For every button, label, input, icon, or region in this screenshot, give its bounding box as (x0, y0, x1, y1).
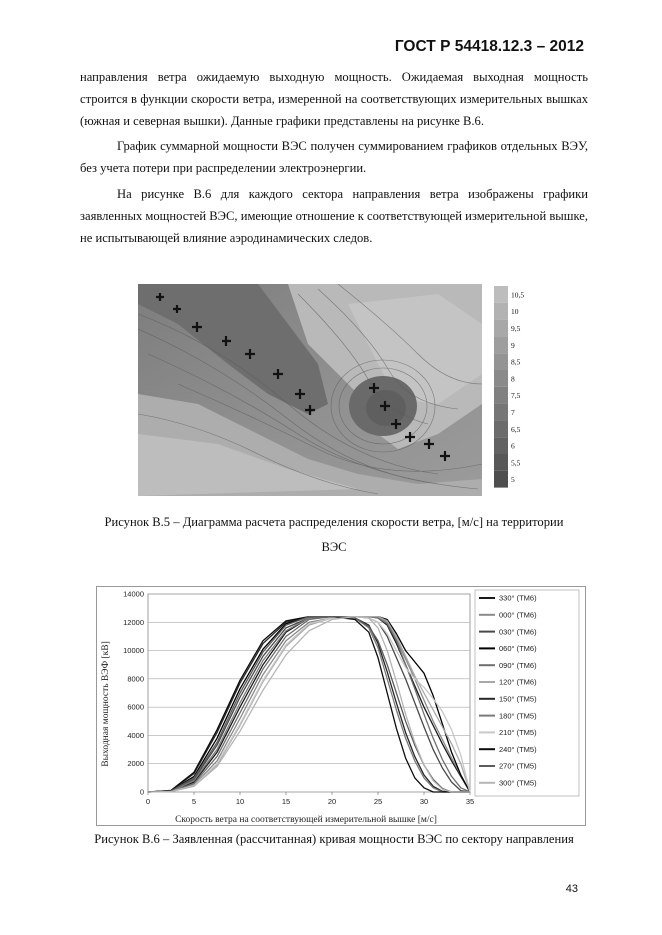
x-tick-label: 35 (465, 797, 475, 806)
scale-swatch (494, 370, 508, 387)
scale-swatch (494, 286, 508, 303)
scale-label: 7,5 (511, 391, 521, 401)
scale-swatch (494, 404, 508, 421)
legend-label: 120° (ТМ6) (499, 677, 537, 687)
y-tick-label: 0 (139, 787, 144, 797)
scale-label: 5 (511, 475, 515, 485)
y-tick-label: 6000 (127, 702, 144, 712)
scale-swatch (494, 420, 508, 437)
contour-map (138, 284, 482, 496)
paragraph-3: На рисунке В.6 для каждого сектора направления ветра изображены графики заявленных мощностей ВЭС, имеющие отношение к соответствующей измерительной вышке, не испытывающей влияние аэродинамических следов. (80, 187, 588, 245)
x-tick-label: 5 (191, 797, 197, 806)
legend-label: 180° (ТМ5) (499, 711, 537, 721)
y-axis-label: Выходная мощность ВЭФ [кВ] (101, 641, 111, 767)
legend-label: 210° (ТМ5) (499, 728, 537, 738)
scale-label: 6,5 (511, 424, 521, 434)
legend-label: 090° (ТМ6) (499, 660, 537, 670)
x-axis-label: Скорость ветра на соответствующей измерительной вышке [м/с] (175, 815, 437, 825)
x-tick-label: 30 (419, 797, 429, 806)
scale-swatch (494, 387, 508, 404)
scale-swatch (494, 336, 508, 353)
figure-5-caption-line-2: ВЭС (321, 540, 347, 554)
y-tick-label: 4000 (127, 730, 144, 740)
legend-label: 030° (ТМ6) (499, 627, 537, 637)
y-tick-label: 2000 (127, 759, 144, 769)
scale-swatch (494, 437, 508, 454)
scale-swatch (494, 320, 508, 337)
figure-6-caption: Рисунок В.6 – Заявленная (рассчитанная) кривая мощности ВЭС по сектору направления (94, 832, 574, 846)
scale-label: 9 (511, 340, 515, 350)
scale-label: 9,5 (511, 324, 521, 333)
legend-label: 270° (ТМ5) (499, 761, 537, 771)
legend-label: 300° (ТМ5) (499, 778, 537, 788)
legend-label: 150° (ТМ5) (499, 694, 537, 704)
scale-label: 5,5 (511, 458, 521, 468)
y-tick-label: 12000 (123, 617, 144, 627)
x-tick-label: 0 (145, 797, 151, 806)
scale-label: 8 (511, 374, 515, 384)
x-tick-label: 20 (327, 797, 337, 806)
scale-label: 7 (511, 408, 515, 417)
y-tick-label: 14000 (123, 589, 144, 599)
page-number: 43 (565, 883, 578, 895)
paragraph-1: направления ветра ожидаемую выходную мощность. Ожидаемая выходная мощность строится в функции скорости ветра, измеренной на соответствующих измерительных вышках (южная и северная вышки). Данные графики представлены на рисунке В.6. (80, 70, 588, 128)
wind-speed-map-figure (138, 284, 524, 500)
x-tick-label: 10 (235, 797, 245, 806)
color-scale-legend (494, 286, 524, 488)
legend-label: 330° (ТМ6) (499, 593, 537, 603)
x-tick-label: 15 (281, 797, 291, 806)
legend-label: 240° (ТМ5) (499, 744, 537, 754)
legend-label: 000° (ТМ6) (499, 610, 537, 620)
scale-swatch (494, 353, 508, 370)
scale-swatch (494, 303, 508, 320)
scale-label: 8,5 (511, 357, 521, 367)
y-tick-label: 8000 (127, 674, 144, 684)
scale-label: 10 (511, 307, 519, 317)
scale-label: 6 (511, 441, 515, 451)
legend-label: 060° (ТМ6) (499, 644, 537, 654)
figure-5-caption-line-1: Рисунок В.5 – Диаграмма расчета распределения скорости ветра, [м/с] на территории (104, 515, 564, 529)
scale-swatch (494, 471, 508, 488)
y-tick-label: 10000 (123, 646, 144, 656)
scale-swatch (494, 454, 508, 471)
scale-label: 10,5 (511, 290, 524, 300)
paragraph-2: График суммарной мощности ВЭС получен суммированием графиков отдельных ВЭУ, без учета потери при распределении электроэнергии. (80, 139, 588, 175)
x-tick-label: 25 (373, 797, 383, 806)
power-curve-chart (96, 586, 586, 826)
document-standard-number: ГОСТ Р 54418.12.3 – 2012 (394, 38, 584, 55)
